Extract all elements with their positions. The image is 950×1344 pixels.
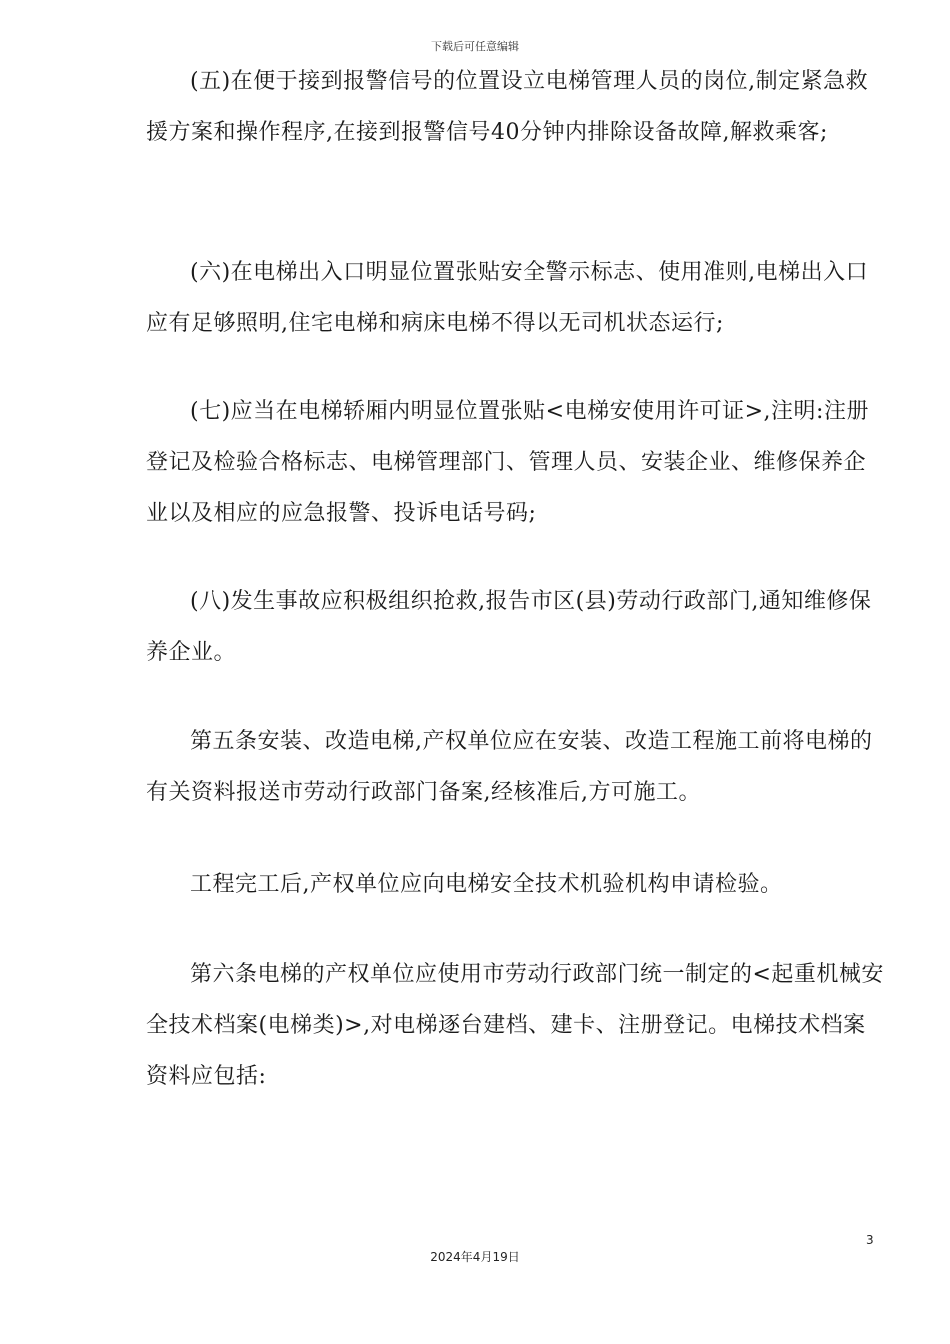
paragraph-7: (七)应当在电梯轿厢内明显位置张贴<电梯安使用许可证>,注明:注册登记及检验合格标志、电梯管理部门、管理人员、安装企业、维修保养企业以及相应的应急报警、投诉电话号码; (146, 399, 869, 526)
footer-date: 2024年4月19日 (430, 1250, 520, 1264)
paragraph-8: (八)发生事故应积极组织抢救,报告市区(县)劳动行政部门,通知维修保养企业。 (146, 589, 872, 665)
paragraph-5: (五)在便于接到报警信号的位置设立电梯管理人员的岗位,制定紧急救援方案和操作程序,在接到报警信号40分钟内排除设备故障,解救乘客; (146, 69, 869, 145)
article-5: 第五条安装、改造电梯,产权单位应在安装、改造工程施工前将电梯的有关资料报送市劳动行政部门备案,经核准后,方可施工。 (146, 729, 873, 805)
page-header: 下载后可任意编辑 (431, 40, 519, 53)
article-5-continuation: 工程完工后,产权单位应向电梯安全技术机验机构申请检验。 (190, 872, 783, 897)
page-number: 3 (866, 1233, 874, 1247)
paragraph-6: (六)在电梯出入口明显位置张贴安全警示标志、使用准则,电梯出入口应有足够照明,住宅电梯和病床电梯不得以无司机状态运行; (146, 260, 869, 336)
article-6: 第六条电梯的产权单位应使用市劳动行政部门统一制定的<起重机械安全技术档案(电梯类)>,对电梯逐台建档、建卡、注册登记。电梯技术档案资料应包括: (146, 962, 884, 1089)
